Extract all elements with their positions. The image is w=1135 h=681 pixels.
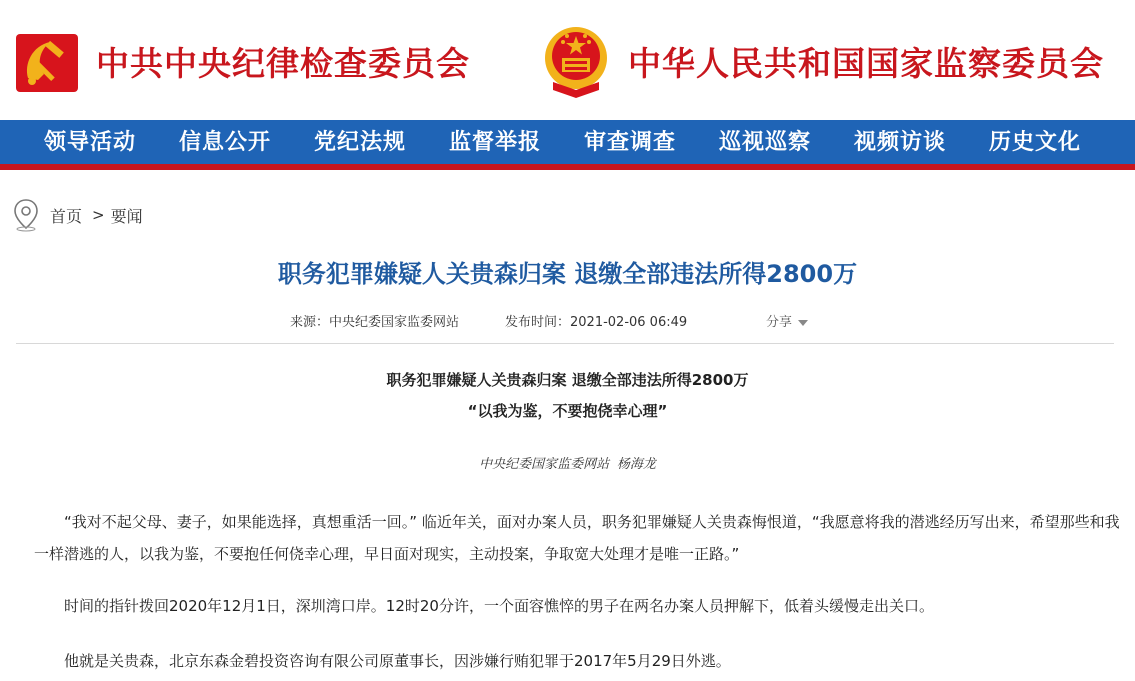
article-subtitle-quote: “以我为鉴，不要抱侥幸心理” [467,402,668,420]
org-nsc-title: 中华人民共和国国家监察委员会 [628,44,1104,83]
national-emblem-icon [543,20,609,102]
nav-item-disclosure[interactable]: 信息公开 [179,129,272,155]
article-paragraph: “我对不起父母、妻子，如果能选择，真想重活一回。” 临近年关，面对办案人员，职务犯罪嫌疑人关贵森悔恨道，“我愿意将我的潜逃经历写出来，希望那些和我一样潜逃的人，以我为鉴，不要抱任何侥幸心理，早日面对现实，主动投案，争取宽大处理才是唯一正路。” [34,513,1120,563]
article-paragraph: 他就是关贵森，北京东森金碧投资咨询有限公司原董事长，因涉嫌行贿犯罪于2017年5月29日外逃。 [64,652,731,670]
main-nav [0,120,1135,164]
nav-item-regulations[interactable]: 党纪法规 [314,129,407,155]
article-publish-time: 发布时间：2021-02-06 06:49 [505,315,688,330]
nav-item-report[interactable]: 监督举报 [449,129,542,155]
breadcrumb-current[interactable]: 要闻 [110,206,143,226]
site-header [0,0,1135,120]
article-subtitle-main: 职务犯罪嫌疑人关贵森归案 退缴全部违法所得2800万 [386,371,749,389]
breadcrumb [12,198,143,232]
article-title: 职务犯罪嫌疑人关贵森归案 退缴全部违法所得2800万 [277,260,858,288]
nav-item-history[interactable]: 历史文化 [989,129,1082,155]
article-source: 来源：中央纪委国家监委网站 [290,315,460,330]
nav-item-inspection[interactable]: 巡视巡察 [719,129,812,155]
share-label: 分享 [766,315,793,330]
nav-item-leadership[interactable]: 领导活动 [44,129,137,155]
org-ccdi-title: 中共中央纪律检查委员会 [96,44,470,83]
breadcrumb-home-link[interactable]: 首页 [50,206,83,226]
breadcrumb-separator: > [92,206,105,224]
nav-item-video[interactable]: 视频访谈 [854,129,947,155]
article-paragraph: 时间的指针拨回2020年12月1日，深圳湾口岸。12时20分许，一个面容憔悴的男子在两名办案人员押解下，低着头缓慢走出关口。 [64,597,934,615]
nav-red-stripe [0,164,1135,170]
article-divider [16,343,1114,344]
hammer-sickle-icon [16,34,78,92]
share-button[interactable] [766,313,808,333]
article-byline: 中央纪委国家监委网站 杨海龙 [479,457,656,472]
location-pin-icon [12,198,40,232]
nav-item-investigation[interactable]: 审查调查 [584,129,677,155]
caret-down-icon [798,320,808,326]
